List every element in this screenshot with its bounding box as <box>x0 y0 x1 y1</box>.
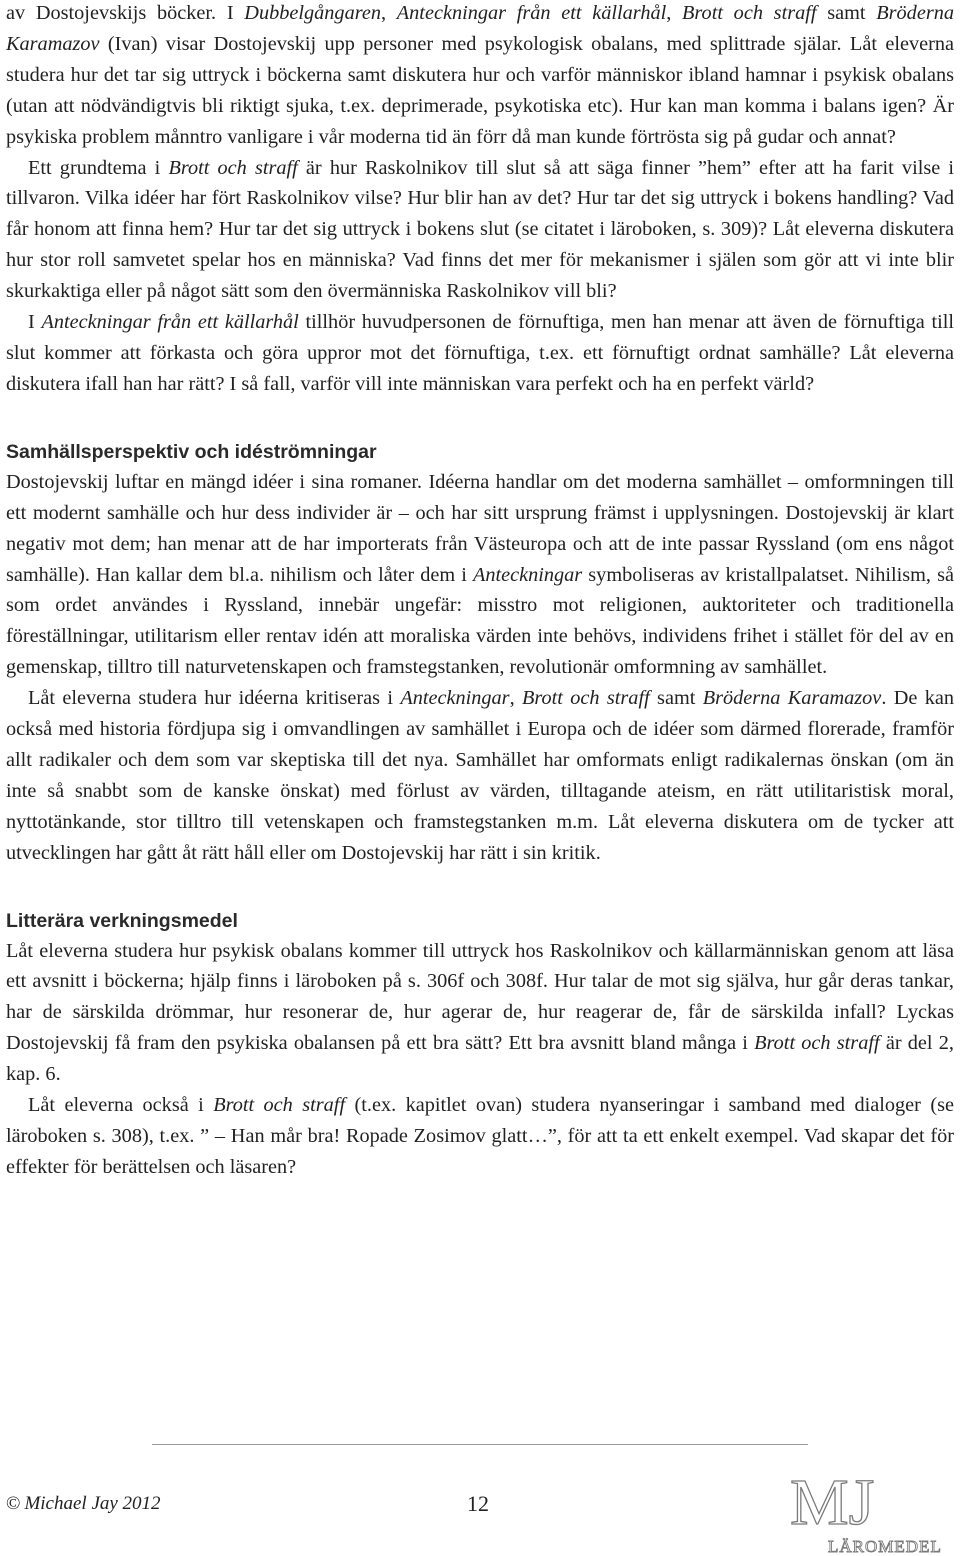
text-run: I <box>28 311 42 334</box>
italic-title: Anteckningar <box>400 687 510 710</box>
text-run: . De kan också med historia fördjupa sig i omvandlingen av samhället i Europa och de idéer som därmed florerade, framför allt radikaler och dem som var skeptiska till det nya. Samhället har omformats enligt radikalernas önskan (om än inte så snabbt som de kanske önskat) med förlust av värden, tilltagande ateism, en rätt utilitaristisk moral, nyttotänkande, stor tilltro till vetenskapen och framstegstanken m.m. Låt eleverna diskutera om de tycker att utvecklingen har gått åt rätt håll eller om Dostojevskij har rätt i sin kritik. <box>6 687 954 864</box>
paragraph <box>6 936 954 1091</box>
text-run: Ett grundtema i <box>28 156 169 179</box>
text-run: , <box>666 2 683 24</box>
copyright-notice <box>6 1493 161 1515</box>
section-heading: Litterära verkningsmedel <box>6 909 238 932</box>
document-page <box>6 0 954 1183</box>
text-run: (t.ex. kapitlet ovan) studera nyanseringar i samband med dialoger (se läroboken s. 308), t.ex. ” – Han mår bra! Ropade Zosimov glatt…”, för att ta ett enkelt exempel. Vad skapar det för effekter för berättelsen och läsaren? <box>6 1094 954 1178</box>
logo-wordmark: LÄROMEDEL <box>828 1537 942 1556</box>
publisher-logo <box>790 1462 958 1556</box>
italic-title: Brott och straff <box>682 2 817 24</box>
text-run: är hur Raskolnikov till slut så att säga finner ”hem” efter att ha farit vilse i tillvaron. Vilka idéer har fört Raskolnikov vilse? Hur blir han av det? Hur tar det sig uttryck i bokens handling? Vad får honom att finna hem? Hur tar det sig uttryck i bokens slut (se citatet i läroboken, s. 309)? Låt eleverna diskutera hur stor roll samvetet spelar hos en människa? Vad finns det mer för mekanismer i själen som gör att vi inte blir skurkaktiga eller på något sätt som den övermänniska Raskolnikov vill bli? <box>6 156 955 303</box>
paragraph <box>6 1090 954 1183</box>
paragraph <box>6 683 954 868</box>
italic-title: Bröderna Karamazov <box>6 2 954 55</box>
section-heading: Samhällsperspektiv och idéströmningar <box>6 440 377 463</box>
paragraph <box>6 307 954 400</box>
italic-title: Brott och straff <box>754 1032 880 1055</box>
page-number: 12 <box>467 1491 489 1516</box>
paragraph <box>6 467 954 683</box>
italic-title: Dubbelgångaren <box>244 2 381 24</box>
italic-title: Anteckningar från ett källarhål <box>41 311 299 334</box>
copyright-symbol: © <box>6 1493 21 1514</box>
italic-title: Anteckningar från ett källarhål <box>396 2 667 24</box>
text-run: samt <box>816 2 877 24</box>
text-run: samt <box>649 687 703 710</box>
text-run: tillhör huvudpersonen de förnuftiga, men han menar att även de förnuftiga till slut kommer att förkasta och göra uppror mot det förnuftiga, t.ex. ett förnuftigt ordnat samhälle? Låt eleverna diskutera ifall han har rätt? I så fall, varför vill inte människan vara perfekt och ha en perfekt värld? <box>6 311 955 395</box>
text-run: (Ivan) visar Dostojevskij upp personer med psykologisk obalans, med splittrade själar. Låt eleverna studera hur det tar sig uttryck i böckerna samt diskutera hur och varför människor ibland hamnar i psykisk obalans (utan att nödvändigtvis bli riktigt sjuka, t.ex. deprimerade, psykotiska etc). Hur kan man komma i balans igen? Är psykiska problem månntro vanligare i vår moderna tid än förr då man kunde förtrösta sig på gudar och annat? <box>6 32 954 148</box>
paragraph <box>6 0 954 153</box>
italic-title: Bröderna Karamazov <box>702 687 882 710</box>
text-run: , <box>509 687 522 710</box>
text-run: Låt eleverna studera hur idéerna kritiseras i <box>28 687 401 710</box>
text-run: , <box>381 2 397 24</box>
text-run: Låt eleverna också i <box>28 1094 214 1117</box>
author-name: Michael Jay 2012 <box>24 1493 161 1514</box>
italic-title: Brott och straff <box>213 1094 346 1117</box>
text-run: Dostojevskij luftar en mängd idéer i sina romaner. Idéerna handlar om det moderna samhället – omformningen till ett modernt samhälle och hur dess individer är – och har sitt ursprung främst i upplysningen. Dostojevskij är klart negativ mot dem; han menar att de har importerats från Västeuropa och att de inte passar Ryssland (om ens något samhälle). Han kallar dem bl.a. nihilism och låter dem i <box>6 470 954 586</box>
italic-title: Brott och straff <box>521 687 650 710</box>
logo-initials: MJ <box>790 1466 875 1539</box>
text-run: symboliseras av kristallpalatset. Nihilism, så som ordet användes i Ryssland, innebär ungefär: misstro mot religionen, auktoriteter och traditionella föreställningar, utilitarism eller rentav idén att moraliska värden inte behövs, individens frihet i stället för del av en gemenskap, tilltro till naturvetenskapen och framstegstanken, revolutionär omformning av samhället. <box>6 563 954 679</box>
text-run: av Dostojevskijs böcker. I <box>6 2 245 24</box>
footer-rule <box>152 1444 808 1445</box>
text-run: är del 2, kap. 6. <box>6 1032 954 1086</box>
italic-title: Brott och straff <box>168 156 298 179</box>
text-run: Låt eleverna studera hur psykisk obalans kommer till uttryck hos Raskolnikov och källarmänniskan genom att läsa ett avsnitt i böckerna; hjälp finns i läroboken på s. 306f och 308f. Hur talar de mot sig själva, hur går deras tankar, har de särskilda drömmar, hur resonerar de, hur agerar de, hur reagerar de, får de särskilda infall? Lyckas Dostojevskij få fram den psykiska obalansen på ett bra sätt? Ett bra avsnitt bland många i <box>6 939 954 1055</box>
italic-title: Anteckningar <box>472 563 583 586</box>
paragraph <box>6 153 954 308</box>
